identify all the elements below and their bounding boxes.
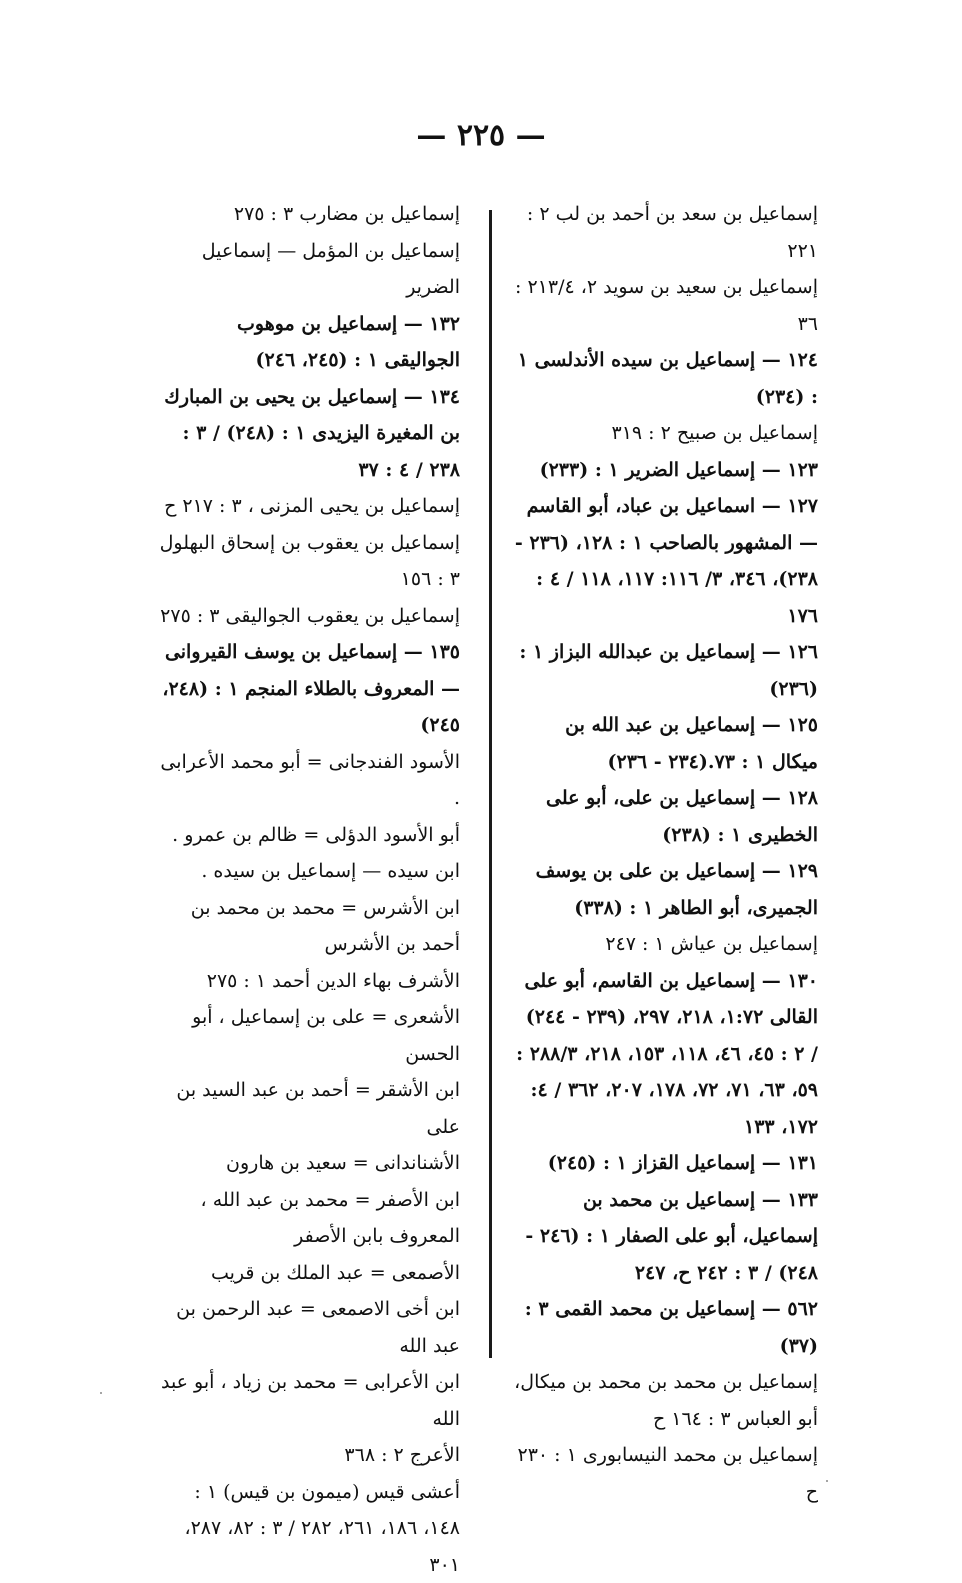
index-entry: ١٢٧ — اسماعيل بن عباد، أبو القاسم — المشهور بالصاحب ١ : ١٢٨، (٢٣٦ - ٢٣٨)، ٣٤٦، ٣/ ١١٦: ١١٧، ١١٨ / ٤ : ١٧٦ bbox=[514, 488, 818, 634]
page-number: — ٢٢٥ — bbox=[0, 118, 962, 153]
index-column-left bbox=[156, 196, 460, 1583]
index-entry: ١٣٥ — إسماعيل بن يوسف القيروانى — المعروف بالطلاء المنجم ١ : (٢٤٨، ٢٤٥) bbox=[156, 634, 460, 744]
index-entry: ابن الأشرس = محمد بن محمد بن أحمد بن الأشرس bbox=[156, 890, 460, 963]
index-entry: ١٢٥ — إسماعيل بن عبد الله بن ميكال ١ : ٧٣.(٢٣٤ - ٢٣٦) bbox=[514, 707, 818, 780]
index-entry: إسماعيل بن محمد النيسابورى ١ : ٢٣٠ ح bbox=[514, 1437, 818, 1510]
index-entry: إسماعيل بن عياش ١ : ٢٤٧ bbox=[514, 926, 818, 963]
index-column-right bbox=[514, 196, 818, 1510]
index-entry: ١٢٦ — إسماعيل بن عبدالله البزاز ١ : (٢٣٦) bbox=[514, 634, 818, 707]
index-entry: إسماعيل بن صبيح ٢ : ٣١٩ bbox=[514, 415, 818, 452]
scan-speck bbox=[100, 1392, 102, 1394]
index-entry: إسماعيل بن سعيد بن سويد ٢، ٢١٣/٤ : ٣٦ bbox=[514, 269, 818, 342]
index-entry: ابن الأصفر = محمد بن عبد الله ، المعروف بابن الأصفر bbox=[156, 1182, 460, 1255]
scan-speck bbox=[826, 1480, 828, 1482]
column-divider bbox=[489, 210, 492, 1358]
index-entry: ١٣٠ — إسماعيل بن القاسم، أبو على القالى ١:٧٢، ٢١٨، ٢٩٧، (٢٣٩ - ٢٤٤) / ٢ : ٤٥، ٤٦، ١١٨، ١٥٣، ٢١٨، ٢٨٨/٣ : ٥٩، ٦٣، ٧١، ٧٢، ١٧٨، ٢٠٧، ٣٦٢ / ٤: ١٧٢، ١٣٣ bbox=[514, 963, 818, 1146]
index-entry: أعشى قيس (ميمون بن قيس) ١ : ١٤٨، ١٨٦، ٢٦١، ٢٨٢ / ٣ : ٨٢، ٢٨٧، ٣٠١ bbox=[156, 1474, 460, 1583]
index-entry: الأسود الفندجانى = أبو محمد الأعرابى . bbox=[156, 744, 460, 817]
index-entry: إسماعيل بن يعقوب الجواليقى ٣ : ٢٧٥ bbox=[156, 598, 460, 635]
index-entry: ١٣٣ — إسماعيل بن محمد بن إسماعيل، أبو على الصفار ١ : (٢٤٦ - ٢٤٨) / ٣ : ٢٤٢ ح، ٢٤٧ bbox=[514, 1182, 818, 1292]
index-entry: ١٣٢ — إسماعيل بن موهوب الجواليقى ١ : (٢٤٥، ٢٤٦) bbox=[156, 306, 460, 379]
index-entry: الأشناندانى = سعيد بن هارون bbox=[156, 1145, 460, 1182]
index-entry: إسماعيل بن مضارب ٣ : ٢٧٥ bbox=[156, 196, 460, 233]
index-entry: ابن الأشقر = أحمد بن عبد السيد بن على bbox=[156, 1072, 460, 1145]
index-entry: الأشعرى = على بن إسماعيل ، أبو الحسن bbox=[156, 999, 460, 1072]
index-entry: ١٣١ — إسماعيل القزاز ١ : (٢٤٥) bbox=[514, 1145, 818, 1182]
index-entry: إسماعيل بن محمد بن محمد بن ميكال، أبو العباس ٣ : ١٦٤ ح bbox=[514, 1364, 818, 1437]
index-entry: الأعرج ٢ : ٣٦٨ bbox=[156, 1437, 460, 1474]
index-entry: ١٢٩ — إسماعيل بن على بن يوسف الجميرى، أبو الطاهر ١ : (٣٣٨) bbox=[514, 853, 818, 926]
index-entry: ابن الأعرابى = محمد بن زياد ، أبو عبد الله bbox=[156, 1364, 460, 1437]
index-entry: إسماعيل بن يعقوب بن إسحاق البهلول ٣ : ١٥٦ bbox=[156, 525, 460, 598]
index-entry: الأشرف بهاء الدين أحمد ١ : ٢٧٥ bbox=[156, 963, 460, 1000]
index-entry: ١٢٤ — إسماعيل بن سيده الأندلسى ١ : (٢٣٤) bbox=[514, 342, 818, 415]
index-entry: ابن أخى الاصمعى = عبد الرحمن بن عبد الله bbox=[156, 1291, 460, 1364]
index-entry: ١٣٤ — إسماعيل بن يحيى بن المبارك بن المغيرة اليزيدى ١ : (٢٤٨) / ٣ : ٢٣٨ / ٤ : ٣٧ bbox=[156, 379, 460, 489]
index-entry: إسماعيل بن يحيى المزنى ، ٣ : ٢١٧ ح bbox=[156, 488, 460, 525]
index-entry: أبو الأسود الدؤلى = ظالم بن عمرو . bbox=[156, 817, 460, 854]
index-entry: ١٢٣ — إسماعيل الضرير ١ : (٢٣٣) bbox=[514, 452, 818, 489]
index-entry: إسماعيل بن المؤمل — إسماعيل الضرير bbox=[156, 233, 460, 306]
index-entry: ١٢٨ — إسماعيل بن على، أبو على الخطيرى ١ : (٢٣٨) bbox=[514, 780, 818, 853]
index-entry: الأصمعى = عبد الملك بن قريب bbox=[156, 1255, 460, 1292]
index-entry: إسماعيل بن سعد بن أحمد بن لب ٢ : ٢٢١ bbox=[514, 196, 818, 269]
index-entry: ٥٦٢ — إسماعيل بن محمد القمى ٣ : (٣٧) bbox=[514, 1291, 818, 1364]
index-entry: ابن سيده — إسماعيل بن سيده . bbox=[156, 853, 460, 890]
